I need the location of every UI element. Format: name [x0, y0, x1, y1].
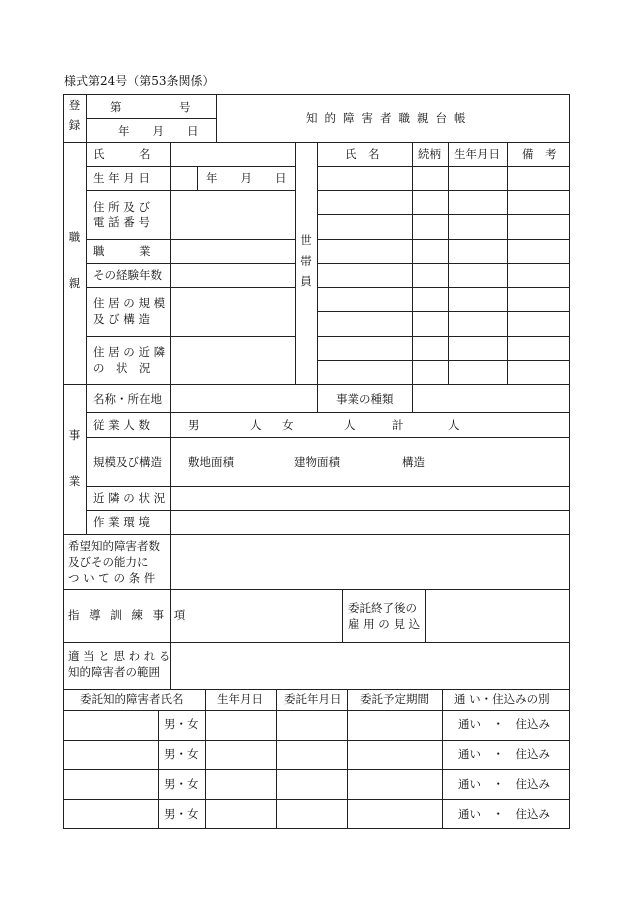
employees-female-unit: 人 — [344, 418, 356, 432]
commission-header-name: 委託知的障害者氏名 — [80, 692, 184, 706]
shokushin-neighborhood-label-1: 住 居 の 近 隣 — [93, 345, 166, 359]
scope-label-1: 適 当 と 思 わ れ る — [68, 649, 171, 663]
household-header-relation: 続柄 — [418, 147, 441, 161]
shokushin-occupation-label: 職 業 — [93, 244, 151, 258]
scope-label-2: 知的障害者の範囲 — [68, 665, 160, 679]
household-header-notes: 備 考 — [522, 147, 557, 161]
after-commission-label-1: 委託終了後の — [348, 601, 417, 615]
business-environment-label: 作 業 環 境 — [93, 515, 150, 529]
row3-sex: 男・女 — [164, 777, 199, 791]
business-scale-label: 規模及び構造 — [93, 455, 162, 469]
form-title: 様式第24号（第53条関係） — [64, 74, 215, 88]
shokushin-housing-label-1: 住 居 の 規 模 — [93, 296, 166, 310]
employees-male-label: 男 — [188, 418, 200, 432]
household-side-label: 世 帯 員 — [300, 233, 312, 288]
commission-header-birthdate: 生年月日 — [217, 692, 263, 706]
shokushin-side-label: 職 親 — [68, 230, 81, 290]
building-area-label: 建物面積 — [294, 455, 340, 469]
shokushin-neighborhood-label-2: の 状 況 — [93, 361, 151, 375]
shokushin-name-label: 氏 名 — [93, 147, 151, 161]
commission-header-commute: 通 い・住込みの別 — [454, 692, 550, 706]
business-type-label: 事業の種類 — [336, 392, 394, 406]
structure-label: 構造 — [402, 455, 425, 469]
row3-commute: 通い ・ 住込み — [458, 777, 550, 791]
shokushin-address-label-2: 電 話 番 号 — [93, 215, 150, 229]
shokushin-birthdate-value: 年 月 日 — [206, 171, 287, 185]
employees-total-label: 計 — [392, 418, 404, 432]
shokushin-birthdate-label: 生 年 月 日 — [93, 171, 150, 185]
household-header-birthdate: 生年月日 — [454, 147, 500, 161]
business-employees-label: 従 業 人 数 — [93, 418, 150, 432]
shokushin-address-label-1: 住 所 及 び — [93, 200, 150, 214]
registration-date-label: 年 月 日 — [118, 124, 199, 138]
household-header-name: 氏 名 — [345, 147, 380, 161]
conditions-label-2: 及びその能力に — [68, 555, 149, 569]
row4-sex: 男・女 — [164, 807, 199, 821]
row1-sex: 男・女 — [164, 717, 199, 731]
business-name-label: 名称・所在地 — [93, 392, 162, 406]
conditions-label-3: つ い て の 条 件 — [68, 571, 156, 585]
commission-header-period: 委託予定期間 — [360, 692, 429, 706]
ledger-title: 知的障害者職親台帳 — [306, 111, 473, 125]
row4-commute: 通い ・ 住込み — [458, 807, 550, 821]
business-neighborhood-label: 近 隣 の 状 況 — [93, 491, 166, 505]
after-commission-label-2: 雇 用 の 見 込 — [348, 617, 421, 631]
row1-commute: 通い ・ 住込み — [458, 717, 550, 731]
business-side-label: 事 業 — [68, 428, 81, 488]
employees-total-unit: 人 — [448, 418, 460, 432]
commission-header-date: 委託年月日 — [284, 692, 342, 706]
registration-side-label: 登 録 — [68, 98, 81, 132]
conditions-label-1: 希望知的障害者数 — [68, 539, 160, 553]
row2-sex: 男・女 — [164, 747, 199, 761]
employees-female-label: 女 — [282, 418, 294, 432]
employees-male-unit: 人 — [250, 418, 262, 432]
training-label: 指 導 訓 練 事 項 — [68, 608, 189, 622]
row2-commute: 通い ・ 住込み — [458, 747, 550, 761]
shokushin-housing-label-2: 及 び 構 造 — [93, 312, 150, 326]
shokushin-experience-label: その経験年数 — [93, 268, 162, 282]
site-area-label: 敷地面積 — [188, 455, 234, 469]
registration-number-label: 第 号 — [110, 100, 191, 114]
